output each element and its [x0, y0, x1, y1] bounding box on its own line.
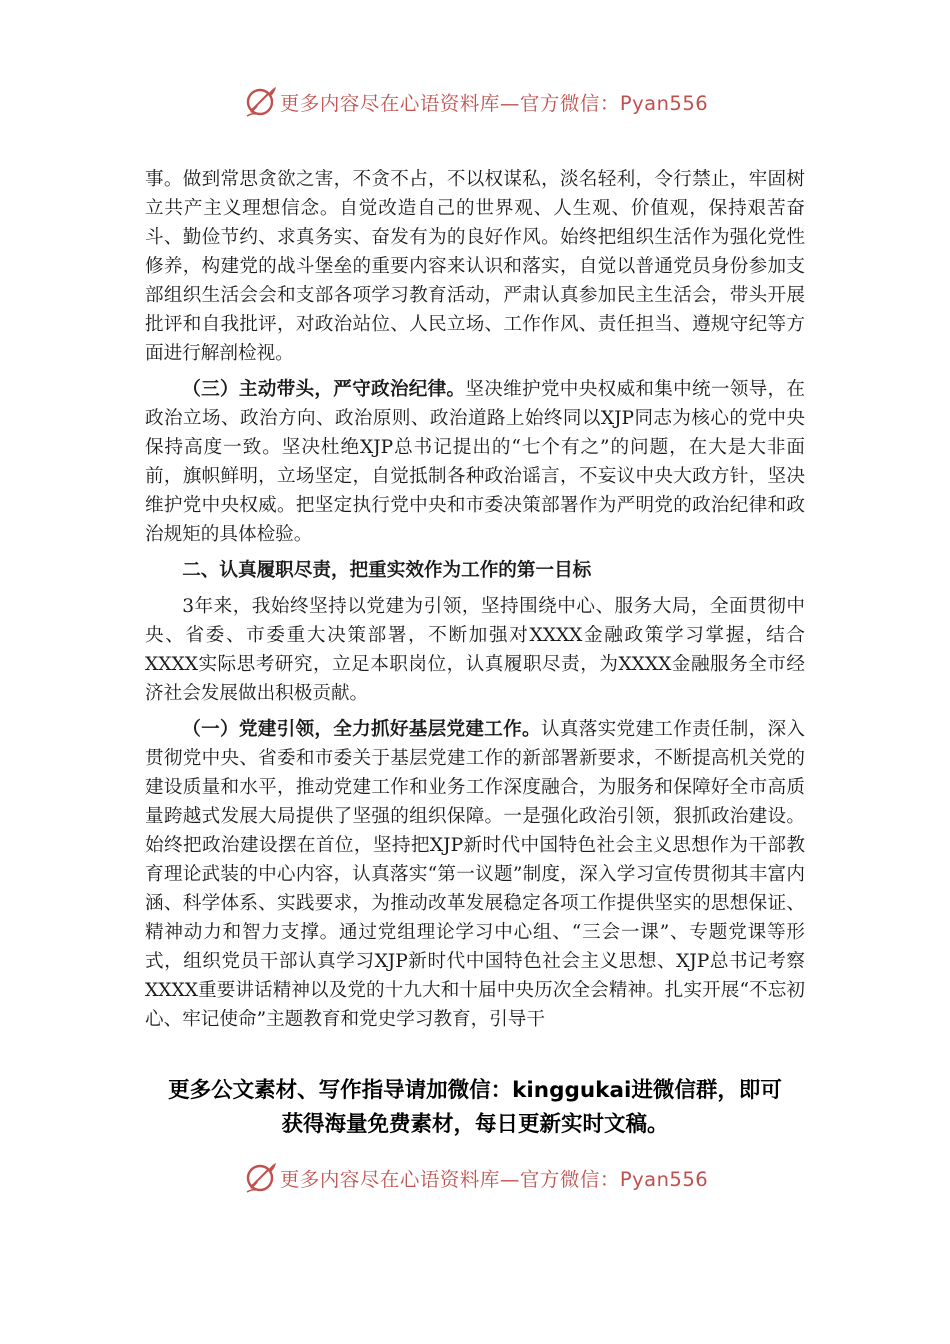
section-2-heading: 二、认真履职尽责，把重实效作为工作的第一目标: [182, 560, 592, 581]
promo-notice: [120, 1074, 830, 1142]
quill-logo-icon: [242, 1160, 278, 1196]
paragraph-3: 3年来，我始终坚持以党建为引领，坚持围绕中心、服务大局，全面贯彻中央、省委、市委重大决策部署，不断加强对XXXX金融政策学习掌握，结合XXXX实际思考研究，立足本职岗位，认真履职尽责，为XXXX金融服务全市经济社会发展做出积极贡献。: [145, 596, 805, 704]
quill-logo-icon: [242, 84, 278, 120]
header-banner-text: 更多内容尽在心语资料库—官方微信：Pyan556: [279, 92, 709, 115]
promo-line-2: 获得海量免费素材，每日更新实时文稿。: [281, 1112, 669, 1137]
paragraph-4-heading: （一）党建引领，全力抓好基层党建工作。: [182, 719, 541, 740]
header-banner: [0, 82, 950, 122]
paragraph-2: [145, 375, 805, 549]
paragraph-4: [145, 715, 805, 1034]
footer-banner: [0, 1158, 950, 1198]
paragraph-4-text: 认真落实党建工作责任制，深入贯彻党中央、省委和市委关于基层党建工作的新部署新要求，不断提高机关党的建设质量和水平，推动党建工作和业务工作深度融合，为服务和保障好全市高质量跨越式发展大局提供了坚强的组织保障。一是强化政治引领，狠抓政治建设。始终把政治建设摆在首位，坚持把XJP新时代中国特色社会主义思想作为干部教育理论武装的中心内容，认真落实“第一议题”制度，深入学习宣传贯彻其丰富内涵、科学体系、实践要求，为推动改革发展稳定各项工作提供坚实的思想保证、精神动力和智力支撑。通过党组理论学习中心组、“三会一课”、专题党课等形式，组织党员干部认真学习XJP新时代中国特色社会主义思想、XJP总书记考察XXXX重要讲话精神以及党的十九大和十届中央历次全会精神。扎实开展“不忘初心、牢记使命”主题教育和党史学习教育，引导干: [145, 719, 805, 1030]
paragraph-2-text: 坚决维护党中央权威和集中统一领导，在政治立场、政治方向、政治原则、政治道路上始终同以XJP同志为核心的党中央保持高度一致。坚决杜绝XJP总书记提出的“七个有之”的问题，在大是大非面前，旗帜鲜明，立场坚定，自觉抵制各种政治谣言，不妄议中央大政方针，坚决维护党中央权威。把坚定执行党中央和市委决策部署作为严明党的政治纪律和政治规矩的具体检验。: [145, 379, 805, 545]
promo-line-1: 更多公文素材、写作指导请加微信：kinggukai进微信群，即可: [168, 1078, 782, 1103]
document-body: [145, 165, 805, 1034]
paragraph-1: 事。做到常思贪欲之害，不贪不占，不以权谋私，淡名轻利，令行禁止，牢固树立共产主义理想信念。自觉改造自己的世界观、人生观、价值观，保持艰苦奋斗、勤俭节约、求真务实、奋发有为的良好作风。始终把组织生活作为强化党性修养，构建党的战斗堡垒的重要内容来认识和落实，自觉以普通党员身份参加支部组织生活会会和支部各项学习教育活动，严肃认真参加民主生活会，带头开展批评和自我批评，对政治站位、人民立场、工作作风、责任担当、遵规守纪等方面进行解剖检视。: [145, 169, 805, 364]
footer-banner-text: 更多内容尽在心语资料库—官方微信：Pyan556: [279, 1168, 709, 1191]
paragraph-2-heading: （三）主动带头，严守政治纪律。: [182, 379, 466, 400]
